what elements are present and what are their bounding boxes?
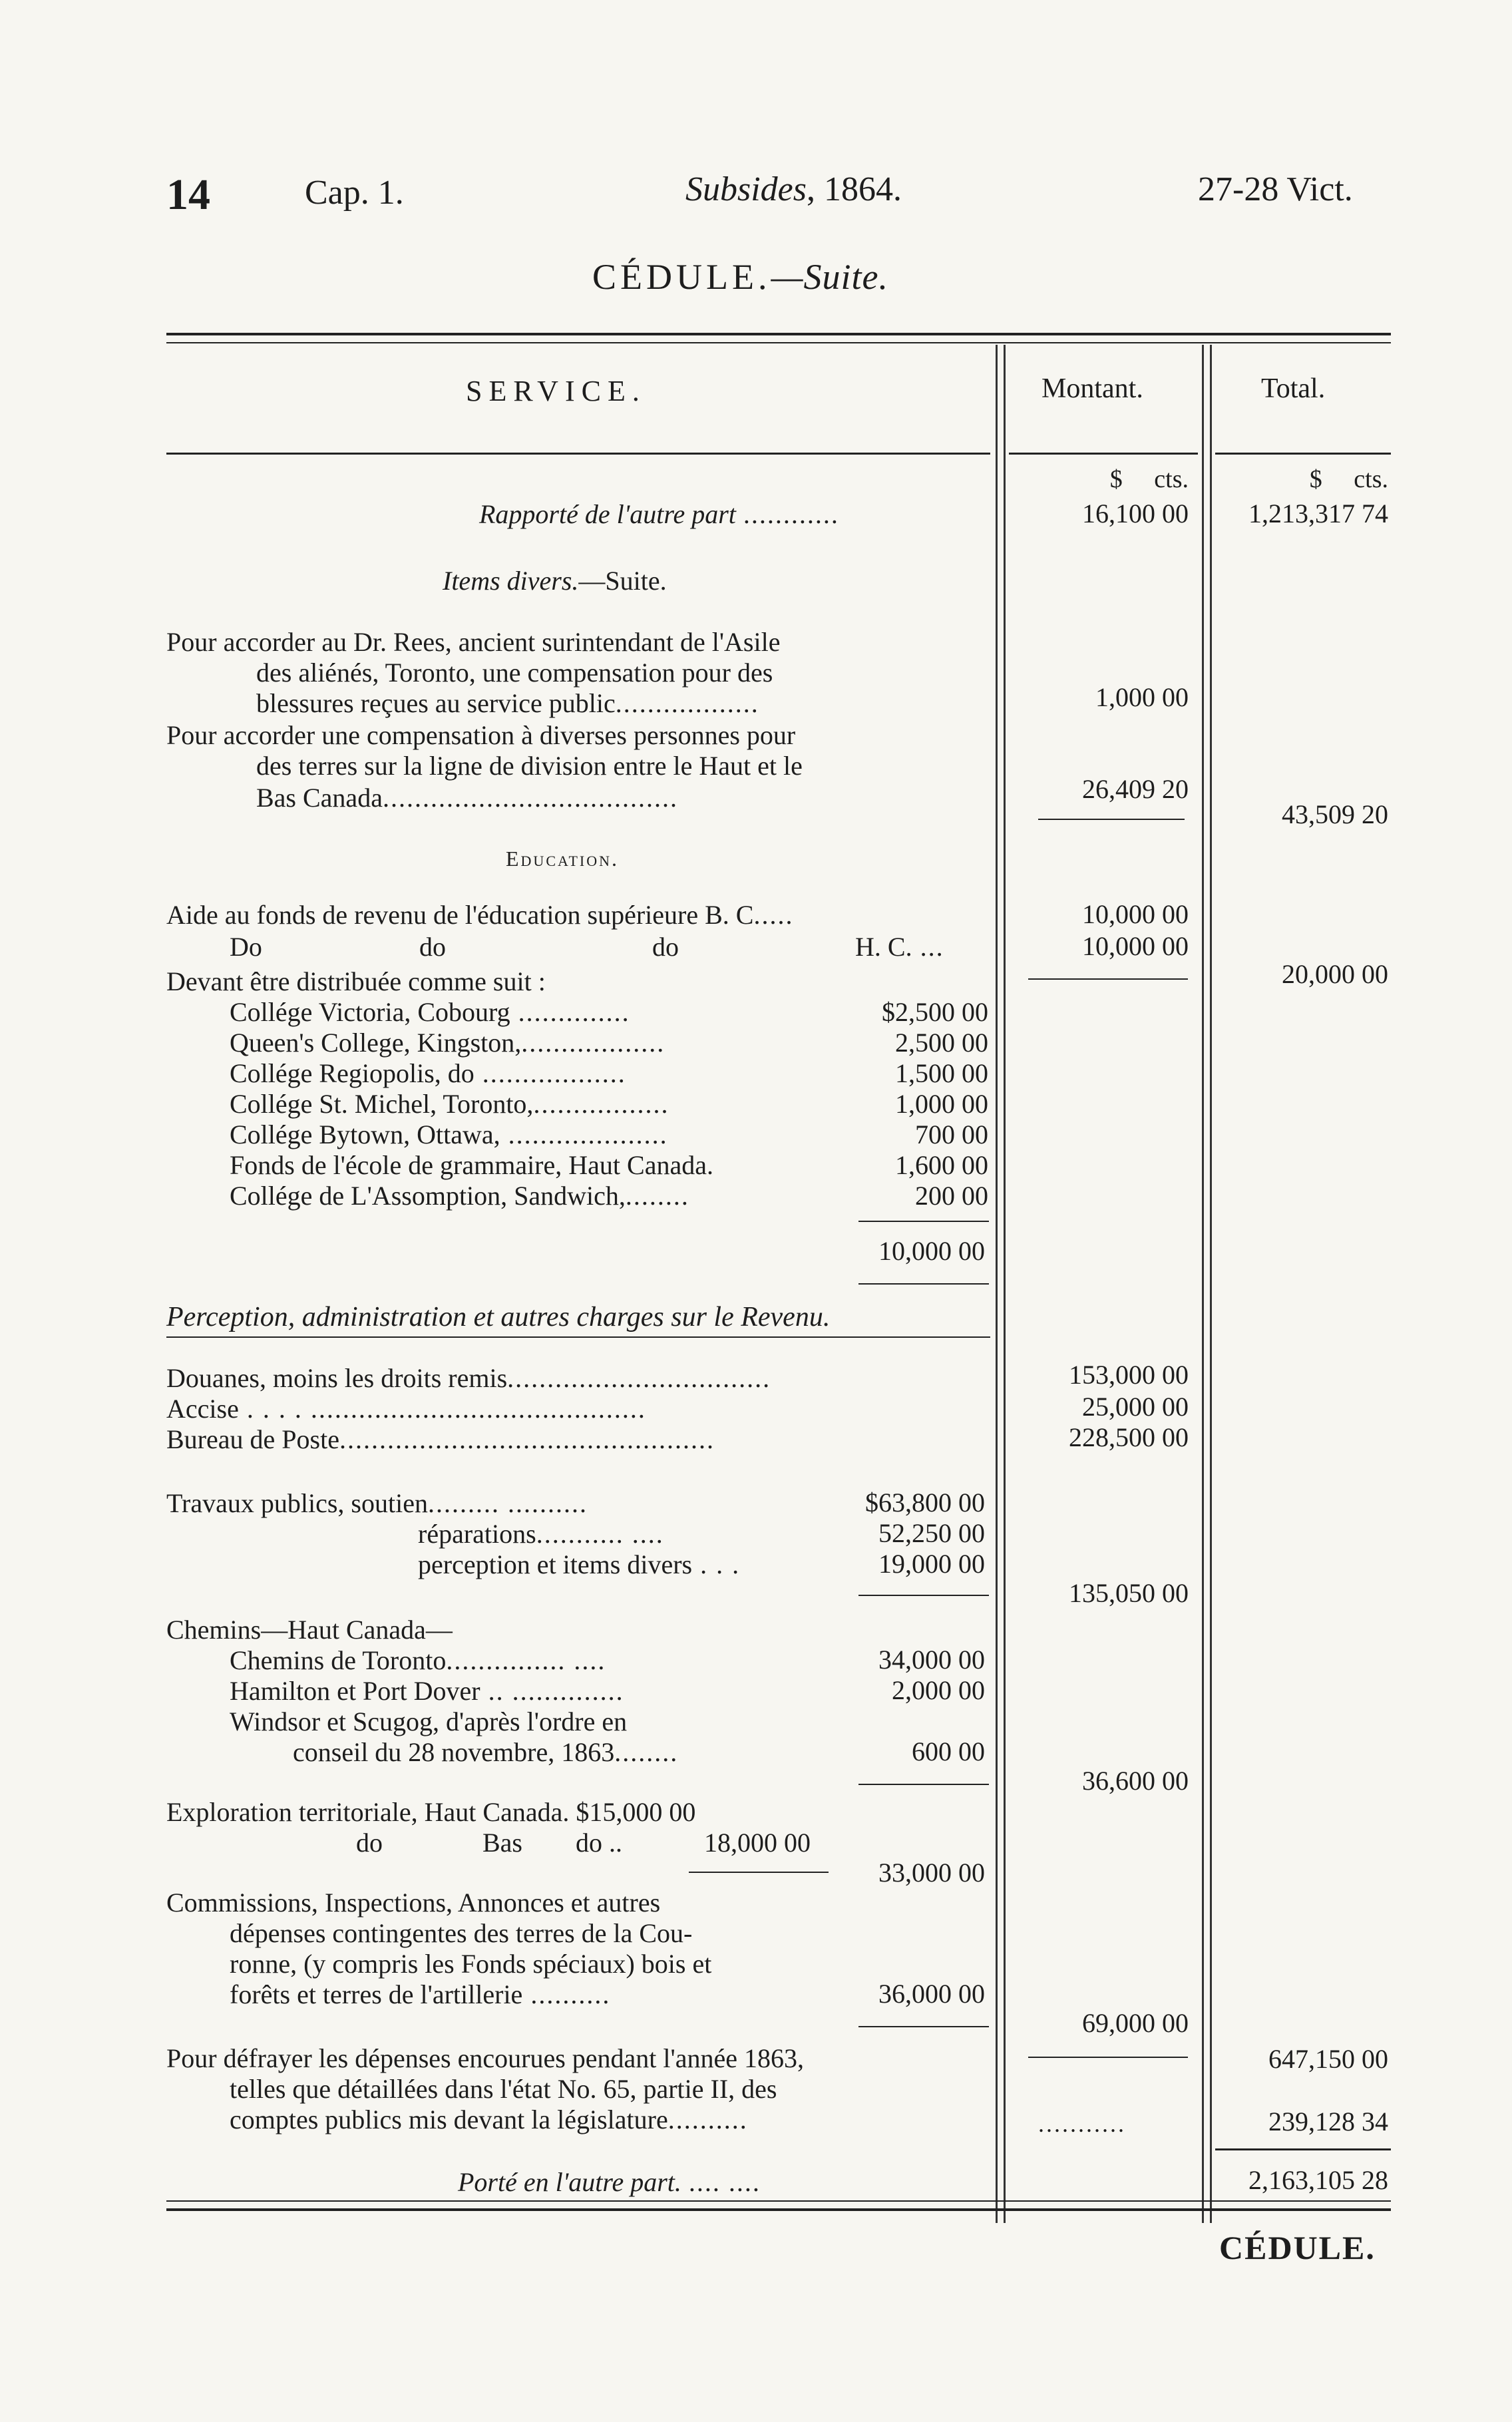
toronto-text: Chemins de Toronto — [230, 1645, 447, 1675]
terres-line-3-text: Bas Canada — [256, 783, 383, 813]
col-divider-2b — [1210, 345, 1212, 2223]
defrayer-line-1: Pour défrayer les dépenses encourues pendant l'année 1863, — [166, 2043, 804, 2073]
perc-items-text: perception et items divers — [418, 1549, 693, 1579]
carried-forward-label: Porté en l'autre part. .... .... — [458, 2167, 761, 2197]
college-amount: 200 00 — [915, 1181, 988, 1211]
windsor-montant: 600 00 — [912, 1736, 985, 1766]
colleges-rule-bottom — [858, 1283, 989, 1285]
aide-hc-text: H. C. — [855, 932, 912, 962]
travaux-label: Travaux publics, soutien......... .......... — [166, 1488, 588, 1518]
toronto-montant: 34,000 00 — [878, 1645, 985, 1675]
education-heading: Education. — [506, 847, 619, 871]
reparations-text: réparations — [418, 1519, 536, 1549]
catchword: CÉDULE. — [1219, 2229, 1376, 2266]
aide-bc-label: Aide au fonds de revenu de l'éducation supérieure B. C..... — [166, 900, 794, 930]
title-main: CÉDULE. — [592, 257, 771, 297]
college-amount: 700 00 — [915, 1119, 988, 1149]
hamilton-text: Hamilton et Port Dover — [230, 1676, 480, 1706]
terres-line-2: des terres sur la ligne de division entre le Haut et le — [256, 751, 803, 781]
perception-sum-rule — [1028, 2057, 1188, 2058]
college-row: Collége St. Michel, Toronto,................. 1,000 00 — [230, 1089, 988, 1119]
college-name: Collége Regiopolis, do — [230, 1058, 474, 1088]
perc-items-label: perception et items divers . . . — [418, 1549, 741, 1579]
college-name: Fonds de l'école de grammaire, Haut Canada. — [230, 1150, 713, 1180]
do-3: do — [652, 932, 679, 962]
college-amount: 1,500 00 — [895, 1058, 988, 1088]
items-divers-heading — [443, 566, 667, 596]
college-name: Collége St. Michel, Toronto, — [230, 1089, 534, 1119]
travaux-soutien-montant: $63,800 00 — [865, 1488, 985, 1517]
college-row: Collége de L'Assomption, Sandwich,........ 200 00 — [230, 1181, 988, 1211]
carried-forward-total: 2,163,105 28 — [1248, 2165, 1388, 2195]
defrayer-line-3-text: comptes publics mis devant la législature — [230, 2105, 668, 2134]
poste-label: Bureau de Poste............................................... — [166, 1424, 715, 1454]
comm-line-2: dépenses contingentes des terres de la Cou- — [230, 1918, 693, 1948]
college-row: Collége Regiopolis, do .................. 1,500 00 — [230, 1058, 988, 1088]
terres-line-1: Pour accorder une compensation à diverses personnes pour — [166, 720, 796, 750]
college-row: Collége Bytown, Ottawa, .................... 700 00 — [230, 1119, 988, 1149]
exploration-do: do — [356, 1828, 383, 1858]
header-underline-service — [166, 453, 990, 455]
poste-text: Bureau de Poste — [166, 1424, 339, 1454]
items-divers-suite: —Suite. — [578, 566, 667, 596]
accise-montant: 25,000 00 — [1082, 1392, 1189, 1422]
top-rule — [166, 333, 1391, 335]
exploration-bas-montant: 18,000 00 — [704, 1828, 811, 1858]
college-row: Collége Victoria, Cobourg .............. $2,500 00 — [230, 997, 988, 1027]
douanes-montant: 153,000 00 — [1069, 1360, 1189, 1390]
perception-total: 647,150 00 — [1268, 2044, 1388, 2074]
brought-forward-montant: 16,100 00 — [1082, 499, 1189, 528]
windsor-line-2-text: conseil du 28 novembre, 1863 — [293, 1737, 615, 1767]
travaux-text: Travaux publics, soutien — [166, 1488, 428, 1518]
chemins-total: 36,600 00 — [1082, 1766, 1189, 1796]
title-suffix: —Suite. — [771, 257, 888, 297]
toronto-label: Chemins de Toronto............... .... — [230, 1645, 606, 1675]
top-rule-thin — [166, 342, 1391, 343]
college-name: Queen's College, Kingston, — [230, 1028, 522, 1058]
comm-montant: 36,000 00 — [878, 1979, 985, 2009]
terres-montant: 26,409 20 — [1082, 774, 1189, 804]
poste-montant: 228,500 00 — [1069, 1422, 1189, 1452]
exploration-do2: do .. — [576, 1828, 622, 1858]
comm-line-4: forêts et terres de l'artillerie .......... — [230, 1979, 611, 2009]
defrayer-total: 239,128 34 — [1268, 2107, 1388, 2136]
exploration-total: 33,000 00 — [878, 1858, 985, 1888]
travaux-sum-rule — [858, 1595, 989, 1596]
brought-forward-label: Rapporté de l'autre part ............ — [479, 499, 840, 529]
col-header-service: SERVICE. — [466, 375, 646, 407]
col-divider-2a — [1202, 345, 1204, 2223]
bottom-rule-thin — [166, 2200, 1391, 2202]
college-row — [230, 1150, 988, 1181]
col-divider-1a — [996, 345, 998, 2223]
page-title — [592, 256, 888, 298]
aide-hc-label: H. C. ... — [855, 932, 944, 962]
douanes-text: Douanes, moins les droits remis — [166, 1363, 508, 1393]
running-title — [685, 170, 902, 209]
col-divider-1b — [1004, 345, 1006, 2223]
comm-sum-rule — [858, 2026, 989, 2027]
defrayer-line-3: comptes publics mis devant la législature.......... — [230, 2105, 748, 2134]
college-name: Collége Bytown, Ottawa, — [230, 1119, 500, 1149]
do-1: Do — [230, 932, 262, 962]
rees-line-2: des aliénés, Toronto, une compensation pour des — [256, 658, 773, 688]
chapter-label: Cap. 1. — [305, 174, 404, 212]
running-title-year: , 1864. — [807, 170, 902, 208]
terres-line-3: Bas Canada..................................... — [256, 783, 678, 813]
running-title-subject: Subsides — [685, 170, 807, 208]
aide-bc-text: Aide au fonds de revenu de l'éducation supérieure B. C — [166, 900, 754, 930]
perc-items-montant: 19,000 00 — [878, 1549, 985, 1579]
douanes-label: Douanes, moins les droits remis................................. — [166, 1363, 771, 1393]
rees-line-1: Pour accorder au Dr. Rees, ancient surintendant de l'Asile — [166, 627, 781, 657]
college-amount: 1,000 00 — [895, 1089, 988, 1119]
regnal-year: 27-28 Vict. — [1198, 170, 1353, 208]
col-header-montant: Montant. — [1041, 373, 1143, 404]
reparations-label: réparations........... .... — [418, 1519, 664, 1549]
brought-forward-text: Rapporté de l'autre part — [479, 499, 736, 529]
exploration-label: Exploration territoriale, Haut Canada. $15,000 00 — [166, 1797, 696, 1827]
rees-montant: 1,000 00 — [1095, 682, 1189, 712]
education-total: 20,000 00 — [1282, 959, 1388, 989]
aide-bc-montant: 10,000 00 — [1082, 899, 1189, 929]
windsor-line-2: conseil du 28 novembre, 1863........ — [293, 1737, 679, 1767]
college-amount: $2,500 00 — [882, 997, 988, 1027]
chemins-sum-rule — [858, 1784, 989, 1785]
college-name: Collége Victoria, Cobourg — [230, 997, 510, 1027]
comm-line-3: ronne, (y compris les Fonds spéciaux) bois et — [230, 1949, 712, 1979]
final-sum-rule — [1215, 2148, 1391, 2150]
college-amount: 2,500 00 — [895, 1028, 988, 1058]
hamilton-montant: 2,000 00 — [892, 1675, 985, 1705]
perception-rule — [166, 1336, 990, 1338]
chemins-heading: Chemins—Haut Canada— — [166, 1615, 453, 1645]
college-amount: 1,600 00 — [895, 1150, 988, 1180]
divers-total: 43,509 20 — [1282, 799, 1388, 829]
unit-montant: $ cts. — [1109, 465, 1189, 493]
terres-sum-rule — [1038, 819, 1185, 820]
windsor-line-1: Windsor et Scugog, d'après l'ordre en — [230, 1707, 628, 1736]
reparations-montant: 52,250 00 — [878, 1518, 985, 1548]
hamilton-label: Hamilton et Port Dover .. .............. — [230, 1676, 624, 1706]
header-underline-total — [1215, 453, 1391, 455]
college-row: Queen's College, Kingston,.................. 2,500 00 — [230, 1028, 988, 1058]
unit-total: $ cts. — [1309, 465, 1388, 493]
accise-text: Accise — [166, 1394, 239, 1424]
exploration-dash — [689, 1872, 829, 1873]
defrayer-dots: ........... — [1038, 2111, 1126, 2137]
comm-line-4-text: forêts et terres de l'artillerie — [230, 1979, 523, 2009]
college-name: Collége de L'Assomption, Sandwich, — [230, 1181, 626, 1211]
accise-label: Accise . . . . .......................................... — [166, 1394, 646, 1424]
comm-total: 69,000 00 — [1082, 2008, 1189, 2038]
brought-forward-total: 1,213,317 74 — [1248, 499, 1388, 528]
aide-hc-montant: 10,000 00 — [1082, 931, 1189, 961]
page-number: 14 — [166, 170, 210, 219]
comm-line-1: Commissions, Inspections, Annonces et autres — [166, 1888, 661, 1917]
education-sum-rule — [1028, 978, 1188, 980]
do-2: do — [419, 932, 446, 962]
perception-heading: Perception, administration et autres charges sur le Revenu. — [166, 1302, 831, 1332]
defrayer-line-2: telles que détaillées dans l'état No. 65, partie II, des — [230, 2074, 777, 2104]
bottom-rule — [166, 2208, 1391, 2211]
colleges-rule-top — [858, 1221, 989, 1222]
college-list — [230, 997, 988, 1211]
carried-forward-text: Porté en l'autre part. — [458, 2167, 681, 2197]
exploration-do2-text: do — [576, 1828, 602, 1858]
travaux-total: 135,050 00 — [1069, 1578, 1189, 1608]
exploration-bas: Bas — [482, 1828, 522, 1858]
rees-line-3: blessures reçues au service public.................. — [256, 688, 759, 718]
col-header-total: Total. — [1261, 373, 1326, 404]
items-divers-text: Items divers. — [443, 566, 579, 596]
rees-line-3-text: blessures reçues au service public — [256, 688, 616, 718]
colleges-total: 10,000 00 — [878, 1236, 985, 1266]
header-underline-montant — [1009, 453, 1198, 455]
devant-label: Devant être distribuée comme suit : — [166, 966, 546, 996]
